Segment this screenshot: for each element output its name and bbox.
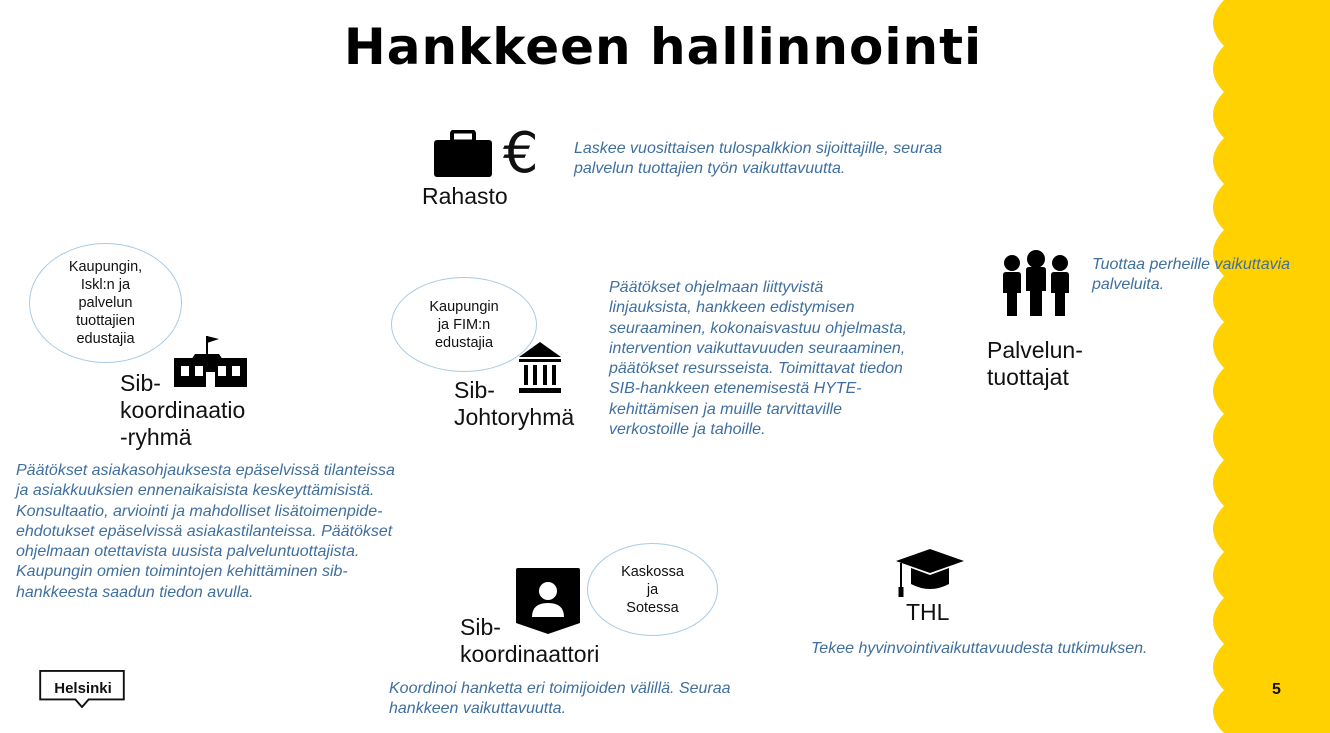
koordinaattori-bubble: Kaskossa ja Sotessa	[587, 543, 718, 636]
johtoryhma-bubble: Kaupungin ja FIM:n edustajia	[391, 277, 537, 372]
johtoryhma-description: Päätökset ohjelmaan liittyvistä linjauksista, hankkeen edistymisen seuraaminen, kokonaisvastuu ohjelmasta, intervention vaikuttavuuden seuraaminen, päätökset resursseista. Toimittavat tiedon SIB-hankkeen etenemisestä HYTE- kehittämisen ja muille tarvittaville verkostoille ja tahoille.	[609, 279, 907, 439]
slide-title: Hankkeen hallinnointi	[343, 18, 983, 76]
briefcase-icon	[433, 130, 493, 178]
thl-description: Tekee hyvinvointivaikuttavuudesta tutkimuksen.	[811, 640, 1148, 657]
people-group-icon	[1001, 249, 1071, 317]
koordinaattori-label: Sib- koordinaattori	[460, 614, 600, 667]
graduation-cap-icon	[895, 548, 965, 600]
rahasto-label: Rahasto	[422, 183, 508, 209]
palveluntuottajat-description: Tuottaa perheille vaikuttavia palveluita.	[1092, 256, 1291, 294]
page-number: 5	[1272, 681, 1281, 698]
koordinaatioryhma-description: Päätökset asiakasohjauksesta epäselvissä tilanteissa ja asiakkuuksien ennenaikaisista keskeyttämisistä. Konsultaatio, arviointi ja mahdolliset lisätoimenpide- ehdotukset epäselvissä asiakastilanteissa. Päätökset ohjelmaan otettavista uusista palveluntuottajista. Kaupungin omien toimintojen kehittäminen sib- hankkeesta saadun tiedon avulla.	[16, 462, 395, 601]
yellow-scalloped-border	[1200, 0, 1330, 733]
koordinaattori-description: Koordinoi hanketta eri toimijoiden välillä. Seuraa hankkeen vaikuttavuutta.	[389, 680, 731, 718]
johtoryhma-label: Sib- Johtoryhmä	[454, 377, 575, 430]
rahasto-description: Laskee vuosittaisen tulospalkkion sijoittajille, seuraa palvelun tuottajien työn vaikuttavuutta.	[574, 140, 943, 178]
koordinaatioryhma-label: Sib- koordinaatio -ryhmä	[120, 370, 246, 450]
koordinaatioryhma-bubble: Kaupungin, Iskl:n ja palvelun tuottajien edustajia	[29, 243, 182, 363]
euro-icon: €	[503, 121, 539, 186]
palveluntuottajat-label: Palvelun- tuottajat	[987, 337, 1083, 390]
thl-label: THL	[906, 599, 950, 625]
helsinki-logo-text: Helsinki	[54, 680, 112, 697]
